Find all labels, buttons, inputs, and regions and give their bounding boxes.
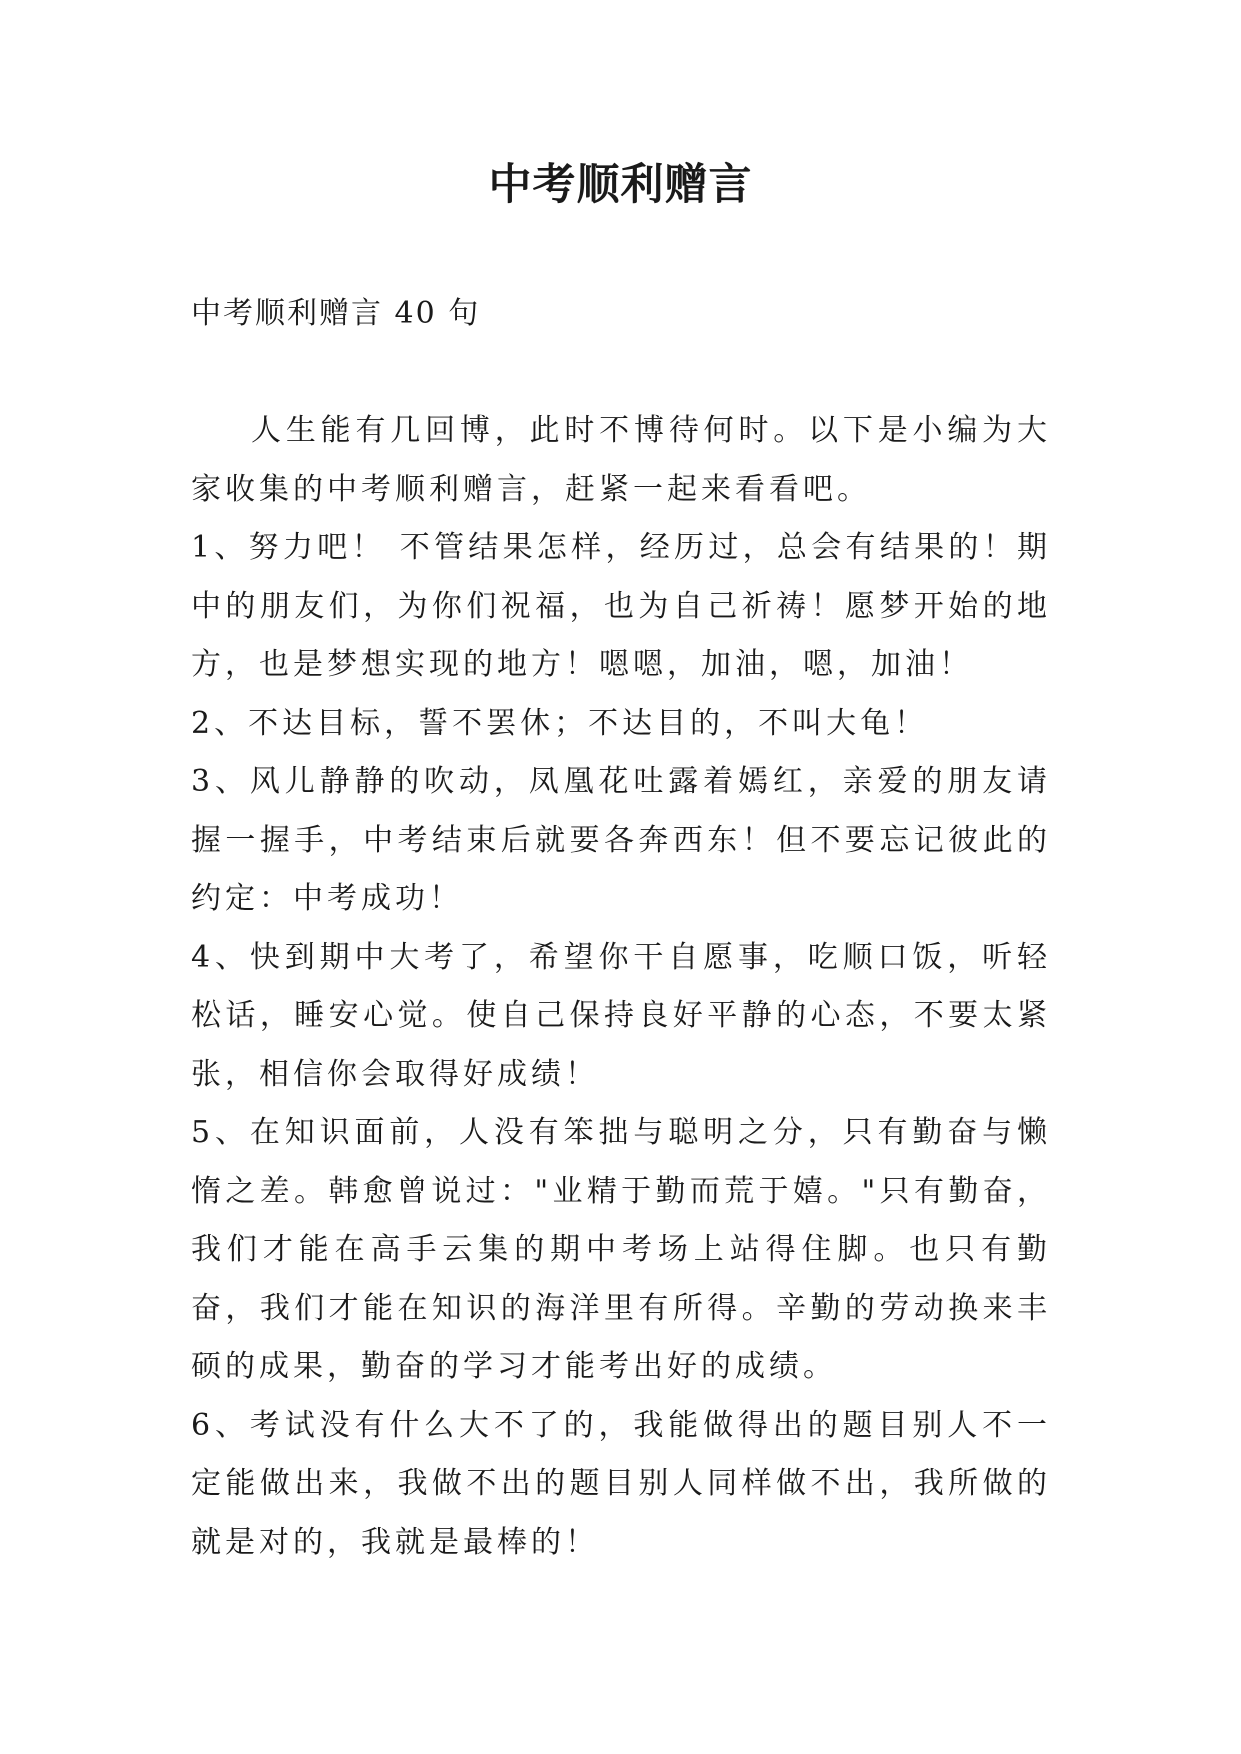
list-item: 1、努力吧！ 不管结果怎样，经历过，总会有结果的！期中的朋友们，为你们祝福，也为自己祈祷！愿梦开始的地方，也是梦想实现的地方！嗯嗯，加油，嗯，加油！ (191, 530, 1051, 682)
list-item: 6、考试没有什么大不了的，我能做得出的题目别人不一定能做出来，我做不出的题目别人同样做不出，我所做的就是对的，我就是最棒的！ (191, 1407, 1051, 1560)
list-item: 2、不达目标，誓不罢休；不达目的，不叫大龟！ (191, 705, 929, 741)
list-item: 4、快到期中大考了，希望你干自愿事，吃顺口饭，听轻松话，睡安心觉。使自己保持良好平静的心态，不要太紧张，相信你会取得好成绩！ (191, 939, 1051, 1092)
list-item: 3、风儿静静的吹动，凤凰花吐露着嫣红，亲爱的朋友请握一握手，中考结束后就要各奔西东！但不要忘记彼此的约定：中考成功！ (191, 764, 1051, 916)
document-subtitle: 中考顺利赠言 40 句 (191, 296, 481, 331)
list-item: 5、在知识面前，人没有笨拙与聪明之分，只有勤奋与懒惰之差。韩愈曾说过："业精于勤而荒于嬉。"只有勤奋，我们才能在高手云集的期中考场上站得住脚。也只有勤奋，我们才能在知识的海洋里有所得。辛勤的劳动换来丰硕的成果，勤奋的学习才能考出好的成绩。 (191, 1115, 1051, 1384)
document-body (191, 402, 1051, 1572)
intro-paragraph: 人生能有几回博，此时不博待何时。以下是小编为大家收集的中考顺利赠言，赶紧一起来看看吧。 (191, 413, 1051, 507)
document-title: 中考顺利赠言 (488, 160, 753, 210)
